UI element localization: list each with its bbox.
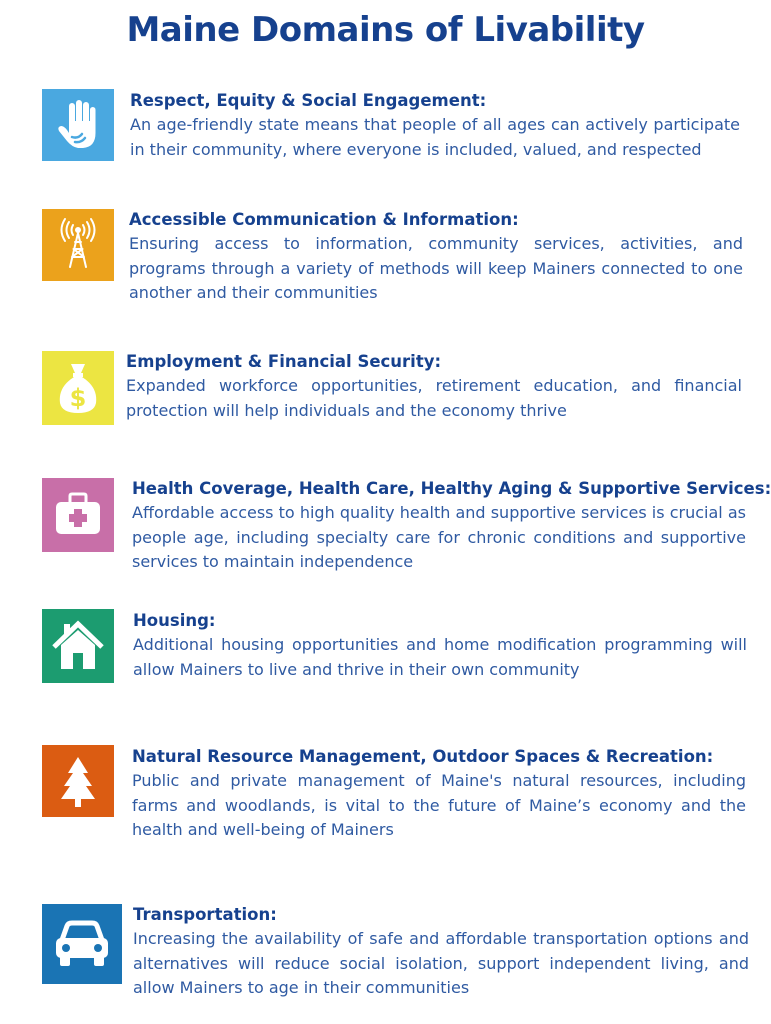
domain-description: Additional housing opportunities and home modification programming will allow Mainers to live and thrive in their own community [133, 635, 747, 679]
domain-description: Public and private management of Maine's natural resources, including farms and woodlands, is vital to the future of Maine’s economy and the health and well-being of Mainers [132, 771, 746, 839]
domain-description: An age-friendly state means that people of all ages can actively participate in their community, where everyone is included, valued, and respected [130, 115, 740, 159]
pine-tree-icon [42, 745, 114, 817]
first-aid-kit-icon [42, 478, 114, 552]
domain-description: Affordable access to high quality health and supportive services is crucial as people age, including specialty care for chronic conditions and supportive services to maintain independence [132, 503, 746, 571]
radio-tower-icon [42, 209, 114, 281]
money-bag-icon [42, 351, 114, 425]
domain-heading: Accessible Communication & Information: [129, 210, 519, 229]
domain-heading: Transportation: [133, 905, 277, 924]
car-icon [42, 904, 122, 984]
domain-heading: Natural Resource Management, Outdoor Spaces & Recreation: [132, 747, 714, 766]
domain-description: Increasing the availability of safe and affordable transportation options and alternatives will reduce social isolation, support independent living, and allow Mainers to age in their communities [133, 929, 749, 997]
domain-description: Expanded workforce opportunities, retirement education, and financial protection will help individuals and the economy thrive [126, 376, 742, 420]
house-icon [42, 609, 114, 683]
domain-description: Ensuring access to information, community services, activities, and programs through a variety of methods will keep Mainers connected to one another and their communities [129, 234, 743, 302]
page-title: Maine Domains of Livability [126, 10, 645, 50]
domain-heading: Housing: [133, 611, 216, 630]
svg-text:$: $ [69, 384, 87, 412]
domain-heading: Health Coverage, Health Care, Healthy Aging & Supportive Services: [132, 479, 771, 498]
domain-heading: Employment & Financial Security: [126, 352, 442, 371]
raised-hand-icon [42, 89, 114, 161]
domain-heading: Respect, Equity & Social Engagement: [130, 91, 487, 110]
